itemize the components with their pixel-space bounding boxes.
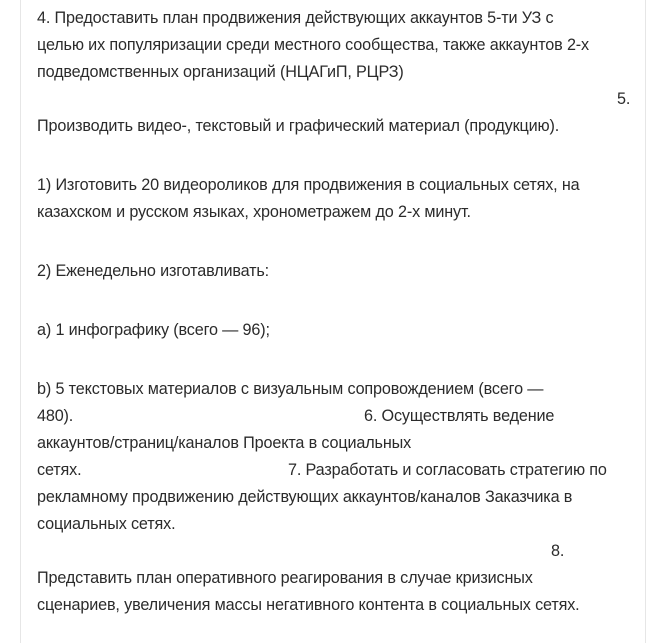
item-6-start: 6. Осуществлять ведение [364, 407, 555, 425]
item-5-b-line-1: b) 5 текстовых материалов с визуальным сопровождением (всего — [37, 380, 544, 398]
item-7-line-3: социальных сетях. [37, 515, 176, 533]
item-4-line-3: подведомственных организаций (НЦАГиП, РЦРЗ) [37, 63, 404, 81]
item-7-start: 7. Разработать и согласовать стратегию по [288, 461, 607, 479]
item-4-line-1: 4. Предоставить план продвижения действующих аккаунтов 5-ти УЗ с [37, 9, 554, 27]
item-4-line-2: целью их популяризации среди местного сообщества, также аккаунтов 2-х [37, 36, 589, 54]
item-5-1-line-2: казахском и русском языках, хронометражем до 2-х минут. [37, 203, 471, 221]
item-5-b-line-2: 480). [37, 407, 74, 425]
item-5-1-line-1: 1) Изготовить 20 видеороликов для продвижения в социальных сетях, на [37, 176, 580, 194]
item-5-a-text: a) 1 инфографику (всего — 96); [37, 321, 270, 339]
item-6-line-3: сетях. [37, 461, 82, 479]
item-8-line-2: сценариев, увеличения массы негативного контента в социальных сетях. [37, 596, 580, 614]
item-5-text: Производить видео-, текстовый и графический материал (продукцию). [37, 117, 560, 135]
item-7-line-2: рекламному продвижению действующих аккаунтов/каналов Заказчика в [37, 488, 573, 506]
item-6-line-2: аккаунтов/страниц/каналов Проекта в социальных [37, 434, 412, 452]
item-5-2-text: 2) Еженедельно изготавливать: [37, 262, 270, 280]
item-8-number: 8. [551, 542, 565, 560]
item-5-number: 5. [617, 90, 631, 108]
item-8-line-1: Представить план оперативного реагирования в случае кризисных [37, 569, 533, 587]
